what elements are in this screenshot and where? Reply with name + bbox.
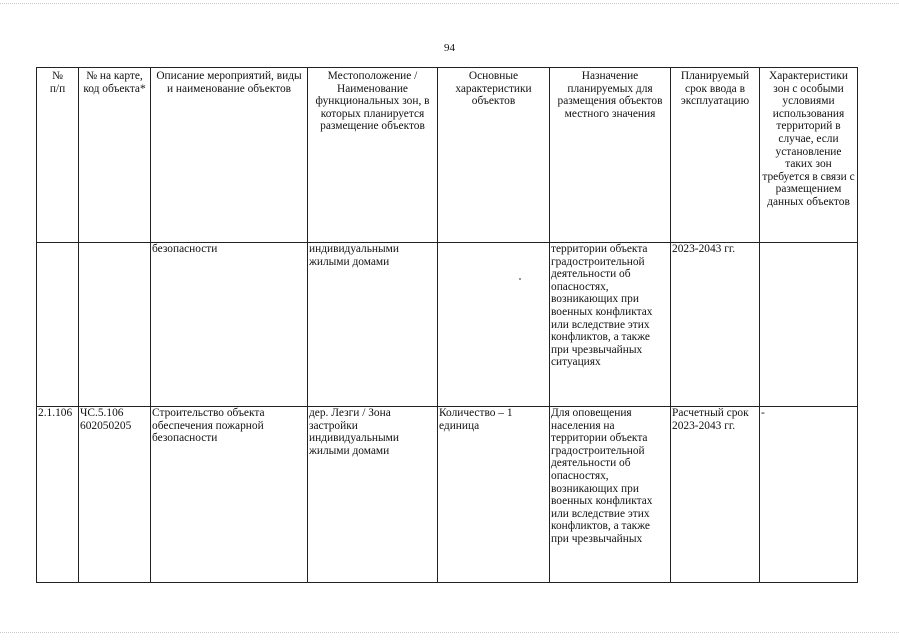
cell-code (79, 243, 151, 407)
cell-characteristics (438, 243, 550, 407)
cell-location: дер. Лезги / Зона застройки индивидуальными жилыми домами (308, 407, 438, 583)
header-description: Описание мероприятий, виды и наименование объектов (151, 68, 308, 243)
cell-characteristics: Количество – 1 единица (438, 407, 550, 583)
header-location: Местоположение / Наименование функциональных зон, в которых планируется размещение объектов (308, 68, 438, 243)
cell-number: 2.1.106 (37, 407, 79, 583)
header-term: Планируемый срок ввода в эксплуатацию (671, 68, 760, 243)
cell-description: безопасности (151, 243, 308, 407)
cell-description: Строительство объекта обеспечения пожарной безопасности (151, 407, 308, 583)
header-purpose: Назначение планируемых для размещения объектов местного значения (550, 68, 671, 243)
scan-edge-bottom (0, 632, 899, 633)
header-map-code: № на карте, код объекта* (79, 68, 151, 243)
header-number: № п/п (37, 68, 79, 243)
table-row (37, 407, 858, 583)
cell-term: Расчетный срок 2023-2043 гг. (671, 407, 760, 583)
cell-number (37, 243, 79, 407)
planning-table (36, 67, 858, 583)
page-number: 94 (444, 42, 455, 54)
scan-edge-top (0, 3, 899, 4)
header-zones: Характеристики зон с особыми условиями использования территорий в случае, если установление таких зон требуется в связи с размещением данных объектов (760, 68, 858, 243)
cell-zones (760, 243, 858, 407)
table-row (37, 243, 858, 407)
cell-purpose: Для оповещения населения на территории объекта градостроительной деятельности об опасностях, возникающих при военных конфликтах или вследствие этих конфликтов, а также при чрезвычайных (550, 407, 671, 583)
cell-location: индивидуальными жилыми домами (308, 243, 438, 407)
cell-code: ЧС.5.106 602050205 (79, 407, 151, 583)
cell-purpose: территории объекта градостроительной деятельности об опасностях, возникающих при военных конфликтах или вследствие этих конфликтов, а также при чрезвычайных ситуациях (550, 243, 671, 407)
cell-zones: - (760, 407, 858, 583)
cell-term: 2023-2043 гг. (671, 243, 760, 407)
header-characteristics: Основные характеристики объектов (438, 68, 550, 243)
scan-speck (519, 278, 521, 280)
table-header-row (37, 68, 858, 243)
